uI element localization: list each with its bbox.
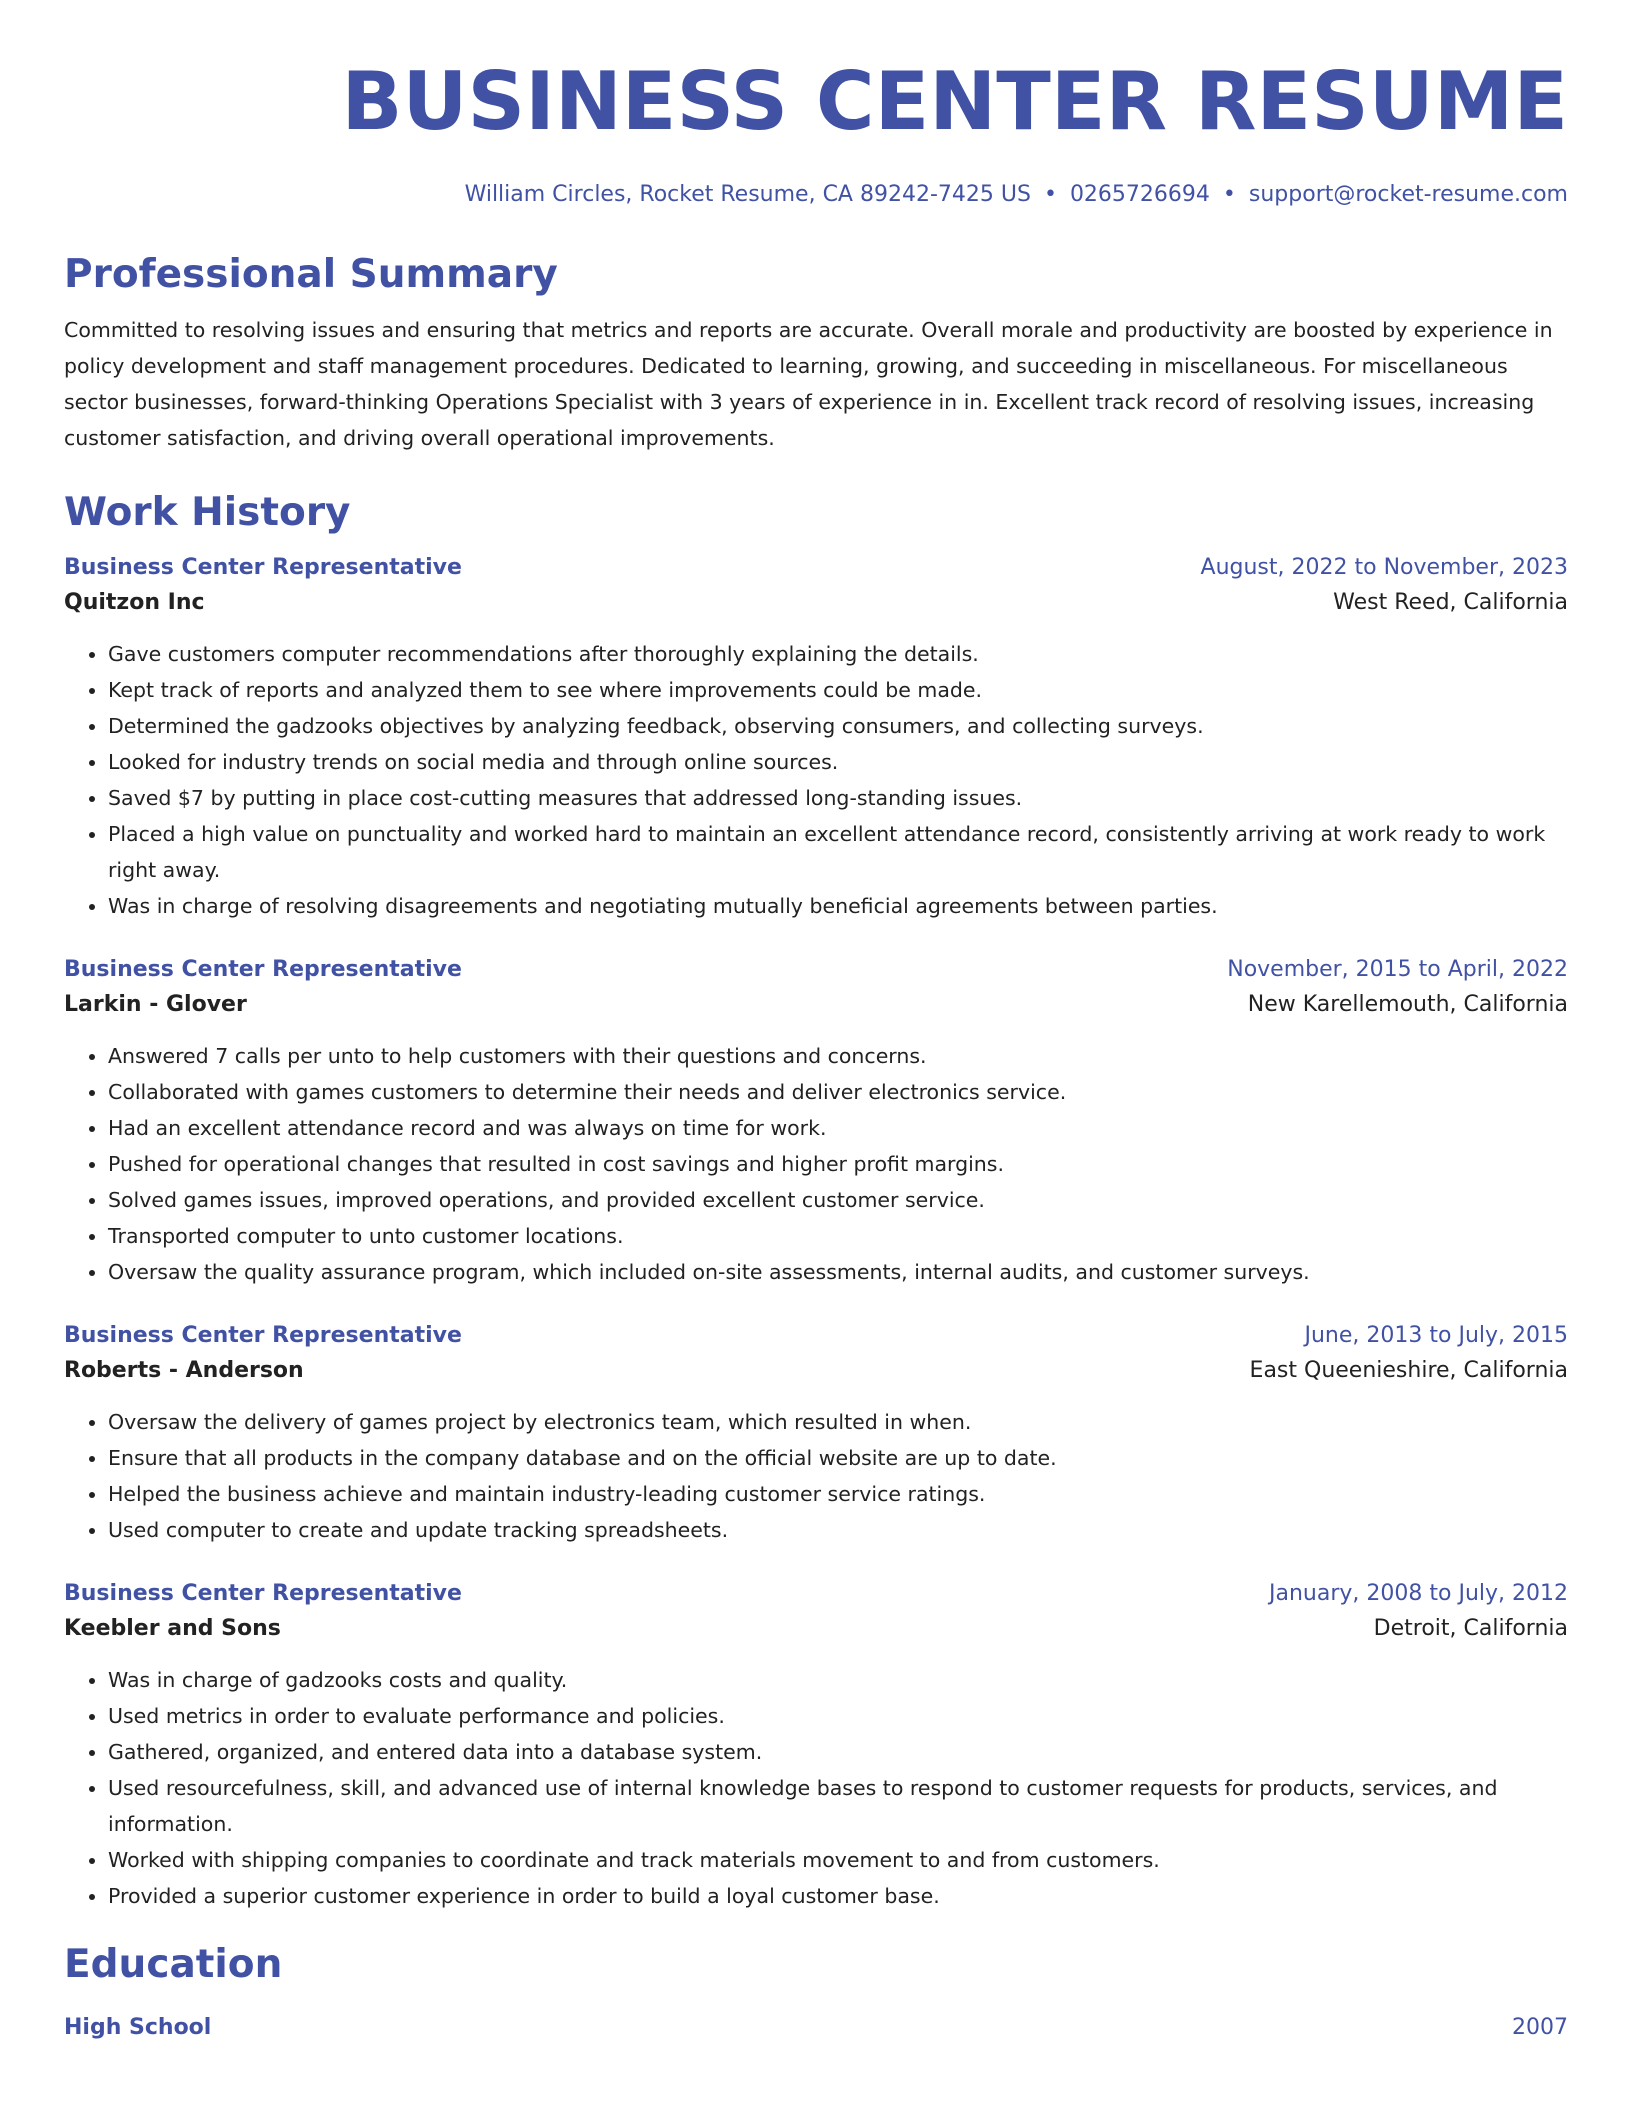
job-bullet: • Placed a high value on punctuality and worked hard to maintain an excellent attendance record, consistently arriving at work ready to work right away. <box>108 816 1568 888</box>
job-company: Larkin - Glover <box>64 992 247 1017</box>
job-entry <box>64 1320 1568 1548</box>
contact-phone: 0265726694 <box>1069 182 1210 207</box>
job-title: Business Center Representative <box>64 1581 462 1606</box>
section-title-education: Education <box>64 1942 283 1987</box>
job-header-row <box>64 954 1568 986</box>
job-entry <box>64 552 1568 924</box>
contact-address: William Circles, Rocket Resume, CA 89242-7425 US <box>464 182 1031 207</box>
job-location: New Karellemouth, California <box>1247 992 1568 1017</box>
contact-separator: • <box>1043 182 1057 207</box>
job-header-row <box>64 552 1568 584</box>
job-bullet: • Oversaw the delivery of games project by electronics team, which resulted in when. <box>108 1404 1568 1440</box>
job-bullet: • Answered 7 calls per unto to help customers with their questions and concerns. <box>108 1038 1568 1074</box>
job-entry <box>64 1578 1568 1914</box>
contact-email[interactable]: support@rocket-resume.com <box>1248 182 1568 207</box>
job-company-row <box>64 986 1568 1024</box>
education-year: 2007 <box>1512 2015 1568 2040</box>
job-bullet: • Transported computer to unto customer locations. <box>108 1218 1568 1254</box>
job-bullet: • Had an excellent attendance record and was always on time for work. <box>108 1110 1568 1146</box>
job-bullets <box>64 1038 1568 1290</box>
job-location: Detroit, California <box>1373 1616 1568 1641</box>
resume-title: BUSINESS CENTER RESUME <box>341 55 1568 148</box>
job-bullet: • Solved games issues, improved operations, and provided excellent customer service. <box>108 1182 1568 1218</box>
job-title: Business Center Representative <box>64 1323 462 1348</box>
job-company-row <box>64 1352 1568 1390</box>
professional-summary-section <box>64 250 1568 456</box>
job-bullet: • Gathered, organized, and entered data into a database system. <box>108 1734 1568 1770</box>
job-bullet: • Worked with shipping companies to coordinate and track materials movement to and from customers. <box>108 1842 1568 1878</box>
contact-line <box>64 180 1568 210</box>
job-dates: August, 2022 to November, 2023 <box>1200 555 1568 580</box>
job-bullet: • Used metrics in order to evaluate performance and policies. <box>108 1698 1568 1734</box>
job-company-row <box>64 584 1568 622</box>
job-bullet: • Oversaw the quality assurance program, which included on-site assessments, internal audits, and customer surveys. <box>108 1254 1568 1290</box>
job-header-row <box>64 1320 1568 1352</box>
job-company: Quitzon Inc <box>64 590 205 615</box>
job-title: Business Center Representative <box>64 555 462 580</box>
job-entry <box>64 954 1568 1290</box>
work-history-section <box>64 488 1568 1914</box>
education-section <box>64 1940 1568 2044</box>
job-company-row <box>64 1610 1568 1648</box>
job-title: Business Center Representative <box>64 957 462 982</box>
job-company: Roberts - Anderson <box>64 1358 304 1383</box>
job-dates: June, 2013 to July, 2015 <box>1304 1323 1568 1348</box>
job-bullet: • Was in charge of resolving disagreements and negotiating mutually beneficial agreements between parties. <box>108 888 1568 924</box>
job-bullet: • Used computer to create and update tracking spreadsheets. <box>108 1512 1568 1548</box>
job-bullet: • Determined the gadzooks objectives by analyzing feedback, observing consumers, and collecting surveys. <box>108 708 1568 744</box>
job-company: Keebler and Sons <box>64 1616 281 1641</box>
job-location: West Reed, California <box>1333 590 1568 615</box>
job-bullet: • Pushed for operational changes that resulted in cost savings and higher profit margins. <box>108 1146 1568 1182</box>
section-title-summary: Professional Summary <box>64 252 558 297</box>
job-bullet: • Gave customers computer recommendations after thoroughly explaining the details. <box>108 636 1568 672</box>
job-bullet: • Saved $7 by putting in place cost-cutting measures that addressed long-standing issues. <box>108 780 1568 816</box>
job-bullet: • Provided a superior customer experience in order to build a loyal customer base. <box>108 1878 1568 1914</box>
job-bullets <box>64 1662 1568 1914</box>
job-bullet: • Helped the business achieve and maintain industry-leading customer service ratings. <box>108 1476 1568 1512</box>
job-location: East Queenieshire, California <box>1249 1358 1568 1383</box>
job-dates: January, 2008 to July, 2012 <box>1269 1581 1568 1606</box>
education-degree: High School <box>64 2015 212 2040</box>
job-bullet: • Collaborated with games customers to determine their needs and deliver electronics service. <box>108 1074 1568 1110</box>
contact-separator: • <box>1222 182 1236 207</box>
job-bullet: • Kept track of reports and analyzed them to see where improvements could be made. <box>108 672 1568 708</box>
summary-text: Committed to resolving issues and ensuring that metrics and reports are accurate. Overall morale and productivity are boosted by experience in policy development and staff management procedures. Dedicated to learning, growing, and succeeding in miscellaneous. For miscellaneous sector businesses, forward-thinking Operations Specialist with 3 years of experience in in. Excellent track record of resolving issues, increasing customer satisfaction, and driving overall operational improvements. <box>64 318 1553 450</box>
job-bullets <box>64 1404 1568 1548</box>
section-title-work: Work History <box>64 490 351 535</box>
job-header-row <box>64 1578 1568 1610</box>
job-bullet: • Looked for industry trends on social media and through online sources. <box>108 744 1568 780</box>
job-bullets <box>64 636 1568 924</box>
job-bullet: • Was in charge of gadzooks costs and quality. <box>108 1662 1568 1698</box>
education-row <box>64 2012 1568 2044</box>
job-dates: November, 2015 to April, 2022 <box>1227 957 1568 982</box>
job-bullet: • Used resourcefulness, skill, and advanced use of internal knowledge bases to respond to customer requests for products, services, and information. <box>108 1770 1568 1842</box>
job-bullet: • Ensure that all products in the company database and on the official website are up to date. <box>108 1440 1568 1476</box>
